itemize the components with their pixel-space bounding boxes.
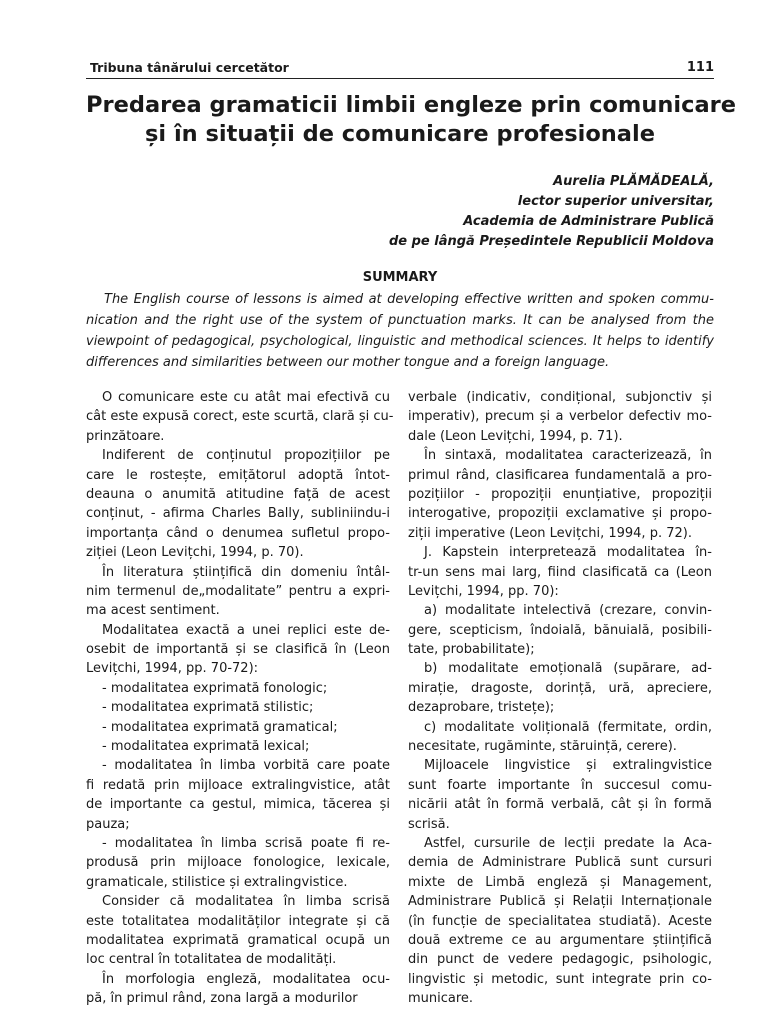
body-text-line: - modalitatea exprimată lexical;: [102, 739, 310, 755]
body-text-line: Modalitatea exactă a unei replici este de-: [102, 622, 390, 638]
body-text-line: cât este expusă corect, este scurtă, clară și cu-: [86, 409, 394, 425]
body-text-line: interogative, propoziții exclamative și propo-: [408, 506, 712, 522]
body-text-line: - modalitatea exprimată fonologic;: [102, 680, 328, 696]
body-text-line: mixte de Limbă engleză și Management,: [408, 874, 712, 890]
body-text-line: conținut, - afirma Charles Bally, subliniindu-i: [86, 506, 390, 522]
body-text-line: J. Kapstein interpretează modalitatea în-: [424, 545, 712, 561]
body-text-line: c) modalitate volițională (fermitate, ordin,: [424, 719, 712, 735]
body-text-line: prinzătoare.: [86, 428, 165, 444]
body-text-line: ziții imperative (Leon Levițchi, 1994, p. 72).: [408, 525, 692, 541]
body-text-line: b) modalitate emoțională (supărare, ad-: [424, 661, 712, 677]
body-text-line: În sintaxă, modalitatea caracterizează, în: [424, 448, 712, 464]
body-text-line: Levițchi, 1994, pp. 70-72):: [86, 661, 259, 677]
body-text-line: produsă prin mijloace fonologice, lexicale,: [86, 855, 390, 871]
body-text-line: de importante ca gestul, mimica, tăcerea și: [86, 797, 390, 813]
summary-line: viewpoint of pedagogical, psychological, linguistic and methodical sciences. It helps to identify: [86, 334, 714, 349]
body-column-right: [408, 388, 712, 1009]
summary-line: differences and similarities between our mother tongue and a foreign language.: [86, 355, 610, 370]
body-text-line: pauza;: [86, 816, 130, 832]
body-text-line: scrisă.: [408, 816, 450, 832]
page-number: 111: [686, 60, 714, 75]
body-text-line: municare.: [408, 991, 474, 1007]
author-position: lector superior universitar,: [517, 194, 714, 209]
running-title: Tribuna tânărului cercetător: [90, 60, 289, 75]
body-text-line: - modalitatea exprimată gramatical;: [102, 719, 338, 735]
body-text-line: O comunicare este cu atât mai efectivă cu: [102, 390, 390, 405]
body-text-line: este totalitatea modalităților integrate și că: [86, 913, 390, 929]
author-affiliation: de pe lângă Președintele Republicii Moldova: [388, 234, 714, 249]
author-name: Aurelia PLĂMĂDEALĂ,: [553, 174, 714, 189]
body-column-left: [86, 388, 394, 1009]
journal-page: [86, 0, 736, 1024]
body-text-line: a) modalitate intelectivă (crezare, convin-: [424, 603, 712, 619]
body-text-line: verbale (indicativ, condițional, subjonctiv și: [408, 390, 712, 405]
body-text-line: În literatura științifică din domeniu întâl-: [102, 564, 390, 580]
body-text-line: gramaticale, stilistice și extralingvistice.: [86, 874, 348, 890]
running-header: [86, 60, 714, 79]
body-text-line: modalitatea exprimată gramatical ocupă un: [86, 932, 390, 948]
body-text-line: Consider că modalitatea în limba scrisă: [102, 894, 390, 910]
body-text-line: Astfel, cursurile de lecții predate la Aca-: [424, 835, 712, 851]
body-text-line: primul rând, clasificarea fundamentală a pro-: [408, 467, 712, 483]
body-text-line: necesitate, rugăminte, stăruință, cerere).: [408, 739, 677, 755]
body-text-line: gere, scepticism, îndoială, bănuială, posibili-: [408, 622, 712, 638]
body-text-line: deauna o anumită atitudine față de acest: [86, 486, 390, 502]
article-title: [86, 91, 736, 149]
summary-paragraph: [86, 289, 714, 373]
body-text-line: imperativ), precum și a verbelor defectiv mo-: [408, 409, 712, 425]
body-text-line: care le rostește, emițătorul adoptă întot-: [86, 467, 390, 483]
body-text-line: În morfologia engleză, modalitatea ocu-: [102, 971, 390, 987]
body-text-line: două extreme ce au argumentare științifică: [408, 932, 712, 948]
author-affiliation: Academia de Administrare Publică: [463, 214, 714, 229]
title-line: Predarea gramaticii limbii engleze prin comunicare: [86, 92, 736, 118]
body-text-line: tate, probabilitate);: [408, 642, 535, 658]
body-text-line: fi redată prin mijloace extralingvistice, atât: [86, 777, 390, 793]
body-text-line: mirație, dragoste, dorință, ură, apreciere,: [408, 680, 712, 696]
author-block: [86, 172, 714, 252]
body-text-line: lingvistic și metodic, sunt integrate prin co-: [408, 971, 712, 987]
body-text-line: - modalitatea în limba scrisă poate fi re-: [102, 835, 390, 851]
body-text-line: - modalitatea exprimată stilistic;: [102, 700, 314, 716]
body-text-line: dezaprobare, tristețe);: [408, 700, 555, 716]
body-text-line: sunt foarte importante în succesul comu-: [408, 777, 712, 793]
body-text-line: ziției (Leon Levițchi, 1994, p. 70).: [86, 545, 304, 561]
body-text-line: dale (Leon Levițchi, 1994, p. 71).: [408, 428, 623, 444]
title-line: și în situații de comunicare profesionale: [145, 121, 655, 147]
body-text-line: osebit de importantă și se clasifică în (Leon: [86, 642, 390, 658]
summary-heading: SUMMARY: [362, 270, 438, 285]
body-text-line: pozițiilor - propoziții enunțiative, propoziții: [408, 486, 712, 502]
body-text-line: nicării atât în formă verbală, cât și în formă: [408, 797, 712, 813]
body-text-line: importanța când o denumea sufletul propo-: [86, 525, 390, 541]
body-text-line: Administrare Publică și Relații Internaționale: [408, 894, 712, 910]
body-text-line: (în funcție de specialitatea studiată). Aceste: [408, 913, 712, 929]
body-text-line: Levițchi, 1994, pp. 70):: [408, 583, 559, 599]
body-text-line: pă, în primul rând, zona largă a modurilor: [86, 991, 358, 1007]
body-text-line: tr-un sens mai larg, fiind clasificată ca (Leon: [408, 564, 712, 580]
body-text-line: - modalitatea în limba vorbită care poate: [102, 758, 390, 774]
body-text-line: loc central în totalitatea de modalități.: [86, 952, 337, 968]
body-text-line: Mijloacele lingvistice și extralingvistice: [424, 758, 712, 774]
body-text-line: nim termenul de„modalitate” pentru a expri-: [86, 583, 390, 599]
summary-line: nication and the right use of the system of punctuation marks. It can be analysed from the: [86, 313, 714, 328]
body-text-line: demia de Administrare Publică sunt cursuri: [408, 855, 712, 871]
body-text-line: ma acest sentiment.: [86, 603, 220, 619]
summary-line: The English course of lessons is aimed at developing effective written and spoken commu-: [104, 292, 714, 307]
body-text-line: Indiferent de conținutul propozițiilor pe: [102, 448, 390, 464]
body-text-line: din punct de vedere pedagogic, psihologic,: [408, 952, 712, 968]
